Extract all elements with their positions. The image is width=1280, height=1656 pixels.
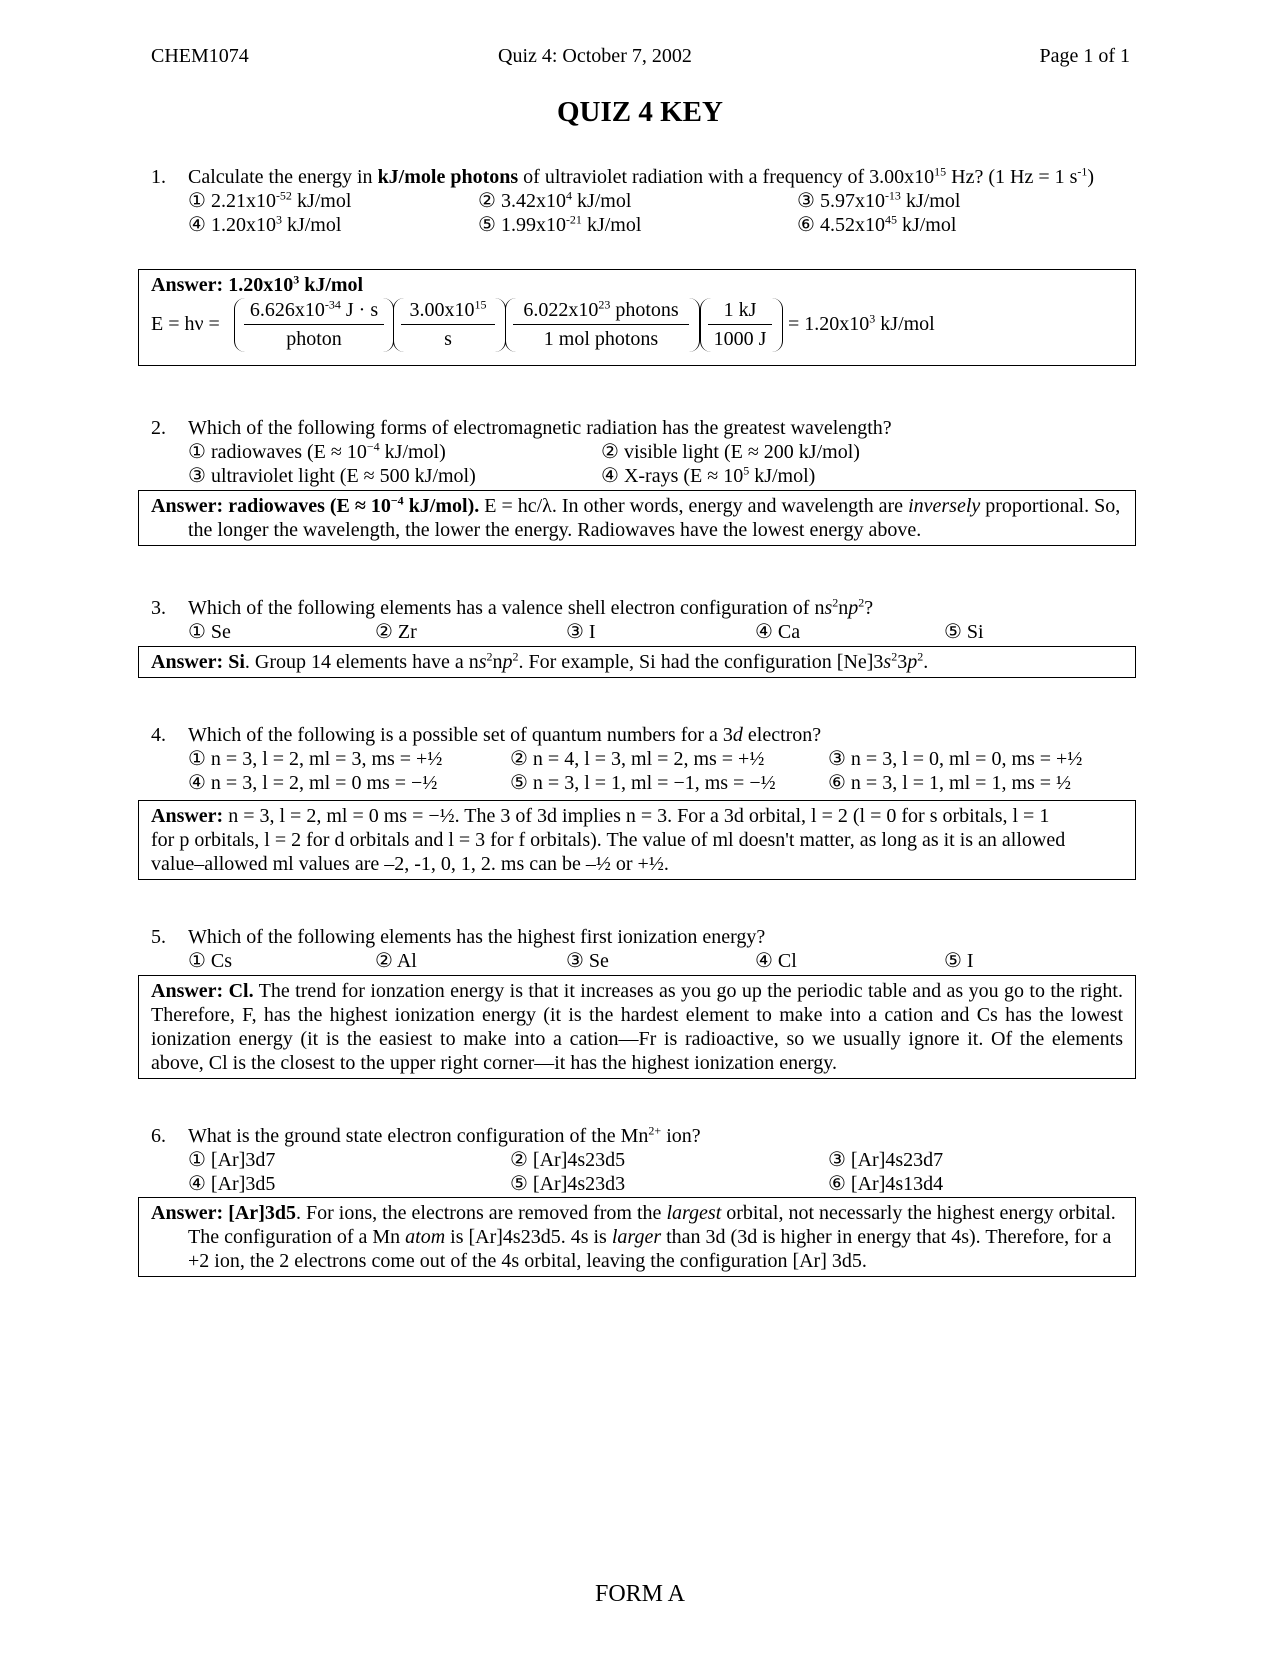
page-number: Page 1 of 1 — [1039, 45, 1130, 67]
fraction-planck: $6.626x10^{-34}$ J · s photon — [244, 297, 384, 352]
fraction-avogadro: $6.022x10^{23}$ photons 1 mol photons — [513, 297, 689, 352]
option: ④ n = 3, l = 2, ml = 0 ms = −½ — [188, 772, 438, 794]
option: ② [Ar]4s23d5 — [510, 1149, 626, 1171]
question-4 — [151, 723, 1136, 795]
answer-label: Answer: Cl. — [151, 980, 254, 1002]
option: ⑤ n = 3, l = 1, ml = −1, ms = −½ — [510, 772, 776, 794]
option: ② n = 4, l = 3, ml = 2, ms = +½ — [510, 748, 765, 770]
question-6 — [151, 1124, 1136, 1196]
option: ② $3.42x10^4$ kJ/mol — [478, 188, 632, 212]
option: ⑥ n = 3, l = 1, ml = 1, ms = ½ — [828, 772, 1072, 794]
option: ④ Cl — [755, 950, 797, 972]
page-title: QUIZ 4 KEY — [557, 96, 723, 128]
option: ③ Se — [566, 950, 609, 972]
question-text: Which of the following is a possible set of quantum numbers for a 3d electron? — [188, 724, 822, 746]
course-code: CHEM1074 — [151, 45, 249, 67]
answer-label: Answer: — [151, 805, 224, 827]
question-text: What is the ground state electron configuration of the $Mn^{2+}$ ion? — [188, 1123, 701, 1147]
options-row — [188, 1172, 1136, 1196]
options-row — [188, 440, 1136, 464]
option: ① Cs — [188, 950, 233, 972]
question-text: Which of the following forms of electromagnetic radiation has the greatest wavelength? — [188, 417, 892, 439]
option: ① Se — [188, 621, 231, 643]
options-row — [188, 747, 1136, 771]
answer-box-5: Answer: Cl. The trend for ionzation energy is that it increases as you go up the periodic table and as you go to the right. Therefore, F, has the highest ionization energy (it is the hardest element to make into a cation and Cs has the lowest ionization energy (it is the easiest to make into a cation—Fr is radioactive, so we usually ignore it. Of the elements above, Cl is the closest to the upper right corner—it has the highest ionization energy. — [138, 975, 1136, 1079]
question-number: 5. — [151, 926, 166, 948]
option: ④ Ca — [755, 621, 801, 643]
option: ③ [Ar]4s23d7 — [828, 1149, 944, 1171]
option: ③ ultraviolet light (E ≈ 500 kJ/mol) — [188, 465, 476, 487]
answer-label: Answer: $1.20x10^3$ kJ/mol — [151, 272, 364, 296]
fraction-kj: $\frac{1 kJ}{1000 J}$ — [708, 297, 772, 352]
question-3 — [151, 596, 1136, 644]
options-row — [188, 464, 1136, 488]
option: ⑤ [Ar]4s23d3 — [510, 1173, 626, 1195]
options-row — [188, 949, 1136, 973]
equation-rhs: = $1.20x10^3$ kJ/mol — [788, 311, 935, 335]
option: ② visible light (E ≈ 200 kJ/mol) — [601, 441, 860, 463]
answer-label: Answer: radiowaves ($E \approx 10^{-4}$ kJ/mol). — [151, 493, 480, 517]
answer-box-2: Answer: radiowaves ($E \approx 10^{-4}$ kJ/mol). E = hc/λ. In other words, energy and wavelength are inversely proportional. So, the longer the wavelength, the lower the energy. Radiowaves have the lowest energy above. — [138, 490, 1136, 546]
answer-box-6: Answer: [Ar]3d5. For ions, the electrons are removed from the largest orbital, not necessarly the highest energy orbital. The configuration of a Mn atom is [Ar]4s23d5. 4s is larger than 3d (3d is higher in energy that 4s). Therefore, for a +2 ion, the 2 electrons come out of the 4s orbital, leaving the configuration [Ar] 3d5. — [138, 1197, 1136, 1277]
fraction-frequency: $\frac{3.00x10^{15}}{s}$ — [401, 297, 495, 352]
equation-lhs: E = hν = — [151, 313, 220, 335]
quiz-date: Quiz 4: October 7, 2002 — [498, 45, 692, 67]
option: ⑥ [Ar]4s13d4 — [828, 1173, 944, 1195]
question-2 — [151, 416, 1136, 488]
answer-label: Answer: [Ar]3d5 — [151, 1202, 296, 1224]
question-text: Calculate the energy in kJ/mole photons of ultraviolet radiation with a frequency of $3.00x10^{15}$ Hz? (1 Hz = 1 $s^{-1}$) — [188, 164, 1095, 188]
option: ⑤ $1.99x10^{-21}$ kJ/mol — [478, 212, 642, 236]
answer-box-1 — [138, 269, 1136, 366]
option: ③ I — [566, 621, 596, 643]
question-1 — [151, 165, 1136, 237]
option: ① [Ar]3d7 — [188, 1149, 276, 1171]
question-text: Which of the following elements has the highest first ionization energy? — [188, 926, 766, 948]
form-label: FORM A — [594, 1581, 686, 1607]
option: ⑤ Si — [944, 621, 984, 643]
question-number: 2. — [151, 417, 166, 439]
option: ① radiowaves ($E \approx 10^{-4}$ kJ/mol) — [188, 439, 446, 463]
question-number: 1. — [151, 166, 166, 188]
question-number: 6. — [151, 1125, 166, 1147]
answer-label: Answer: Si — [151, 651, 245, 673]
options-row — [188, 620, 1136, 644]
option: ② Zr — [375, 621, 417, 643]
question-number: 3. — [151, 597, 166, 619]
option: ① n = 3, l = 2, ml = 3, ms = +½ — [188, 748, 443, 770]
options-row — [188, 213, 1136, 237]
option: ② Al — [375, 950, 417, 972]
option: ① $2.21x10^{-52}$ kJ/mol — [188, 188, 352, 212]
question-5 — [151, 925, 1136, 973]
options-row — [188, 1148, 1136, 1172]
option: ④ $1.20x10^3$ kJ/mol — [188, 212, 342, 236]
energy-equation — [151, 297, 1123, 355]
option: ⑤ I — [944, 950, 974, 972]
option: ⑥ $4.52x10^{45}$ kJ/mol — [797, 212, 957, 236]
answer-box-3: Answer: Si. Group 14 elements have a $ns^2np^2$. For example, Si had the configuration $[Ne]3s^23p^2$. — [138, 646, 1136, 678]
option: ④ X-rays ($E \approx 10^5$ kJ/mol) — [601, 463, 816, 487]
answer-box-4: Answer: n = 3, l = 2, ml = 0 ms = −½. The 3 of 3d implies n = 3. For a 3d orbital, l = 2 (l = 0 for s orbitals, l = 1 for p orbitals, l = 2 for d orbitals and l = 3 for f orbitals). The value of ml doesn't matter, as long as it is an allowed value–allowed ml values are –2, -1, 0, 1, 2. ms can be –½ or +½. — [138, 800, 1136, 880]
option: ③ $5.97x10^{-13}$ kJ/mol — [797, 188, 961, 212]
question-number: 4. — [151, 724, 166, 746]
option: ③ n = 3, l = 0, ml = 0, ms = +½ — [828, 748, 1083, 770]
option: ④ [Ar]3d5 — [188, 1173, 276, 1195]
options-row — [188, 771, 1136, 795]
options-row — [188, 189, 1136, 213]
question-text: Which of the following elements has a valence shell electron configuration of $ns^2np^2$? — [188, 595, 874, 619]
